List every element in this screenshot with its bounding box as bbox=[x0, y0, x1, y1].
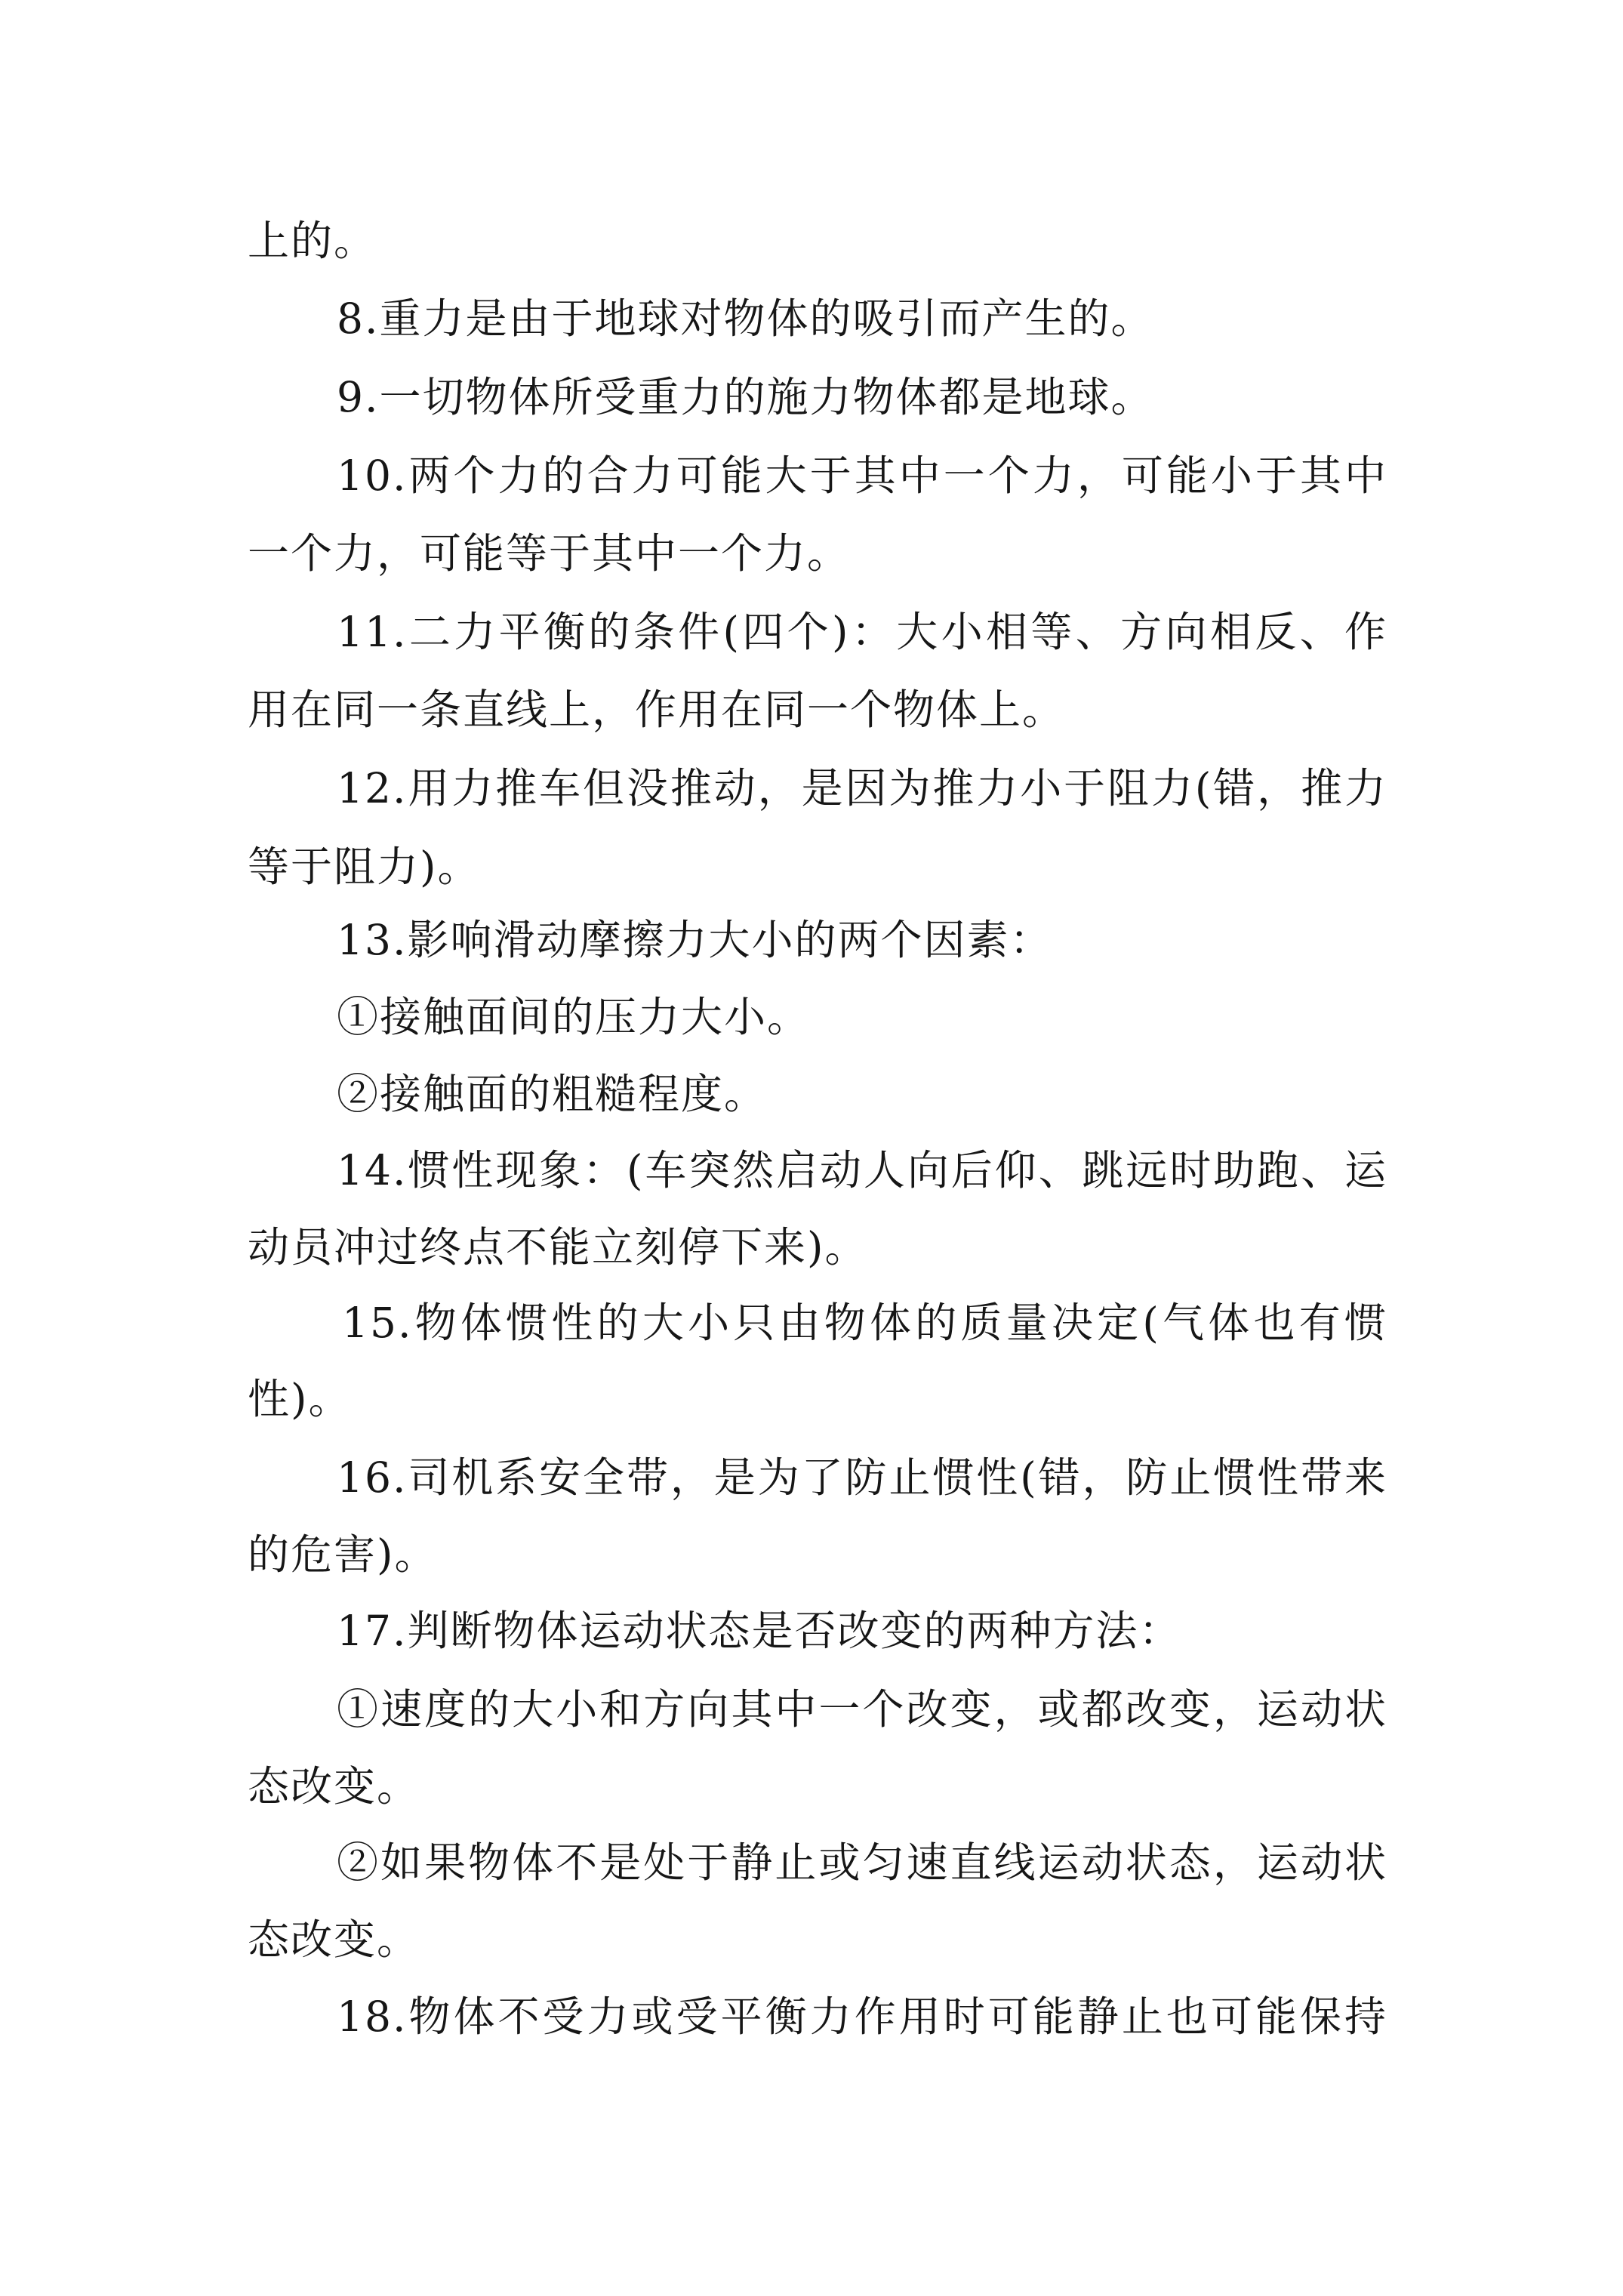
item-10-line-1: 10.两个力的合力可能大于其中一个力，可能小于其中 bbox=[337, 451, 1387, 500]
item-16-line-2: 的危害)。 bbox=[248, 1530, 438, 1579]
item-12-line-2: 等于阻力)。 bbox=[248, 843, 481, 891]
item-11-line-1: 11.二力平衡的条件(四个)：大小相等、方向相反、作 bbox=[337, 608, 1387, 656]
item-13-point-2: ②接触面的粗糙程度。 bbox=[337, 1070, 768, 1118]
item-9-line: 9.一切物体所受重力的施力物体都是地球。 bbox=[337, 373, 1154, 421]
item-17-point-2-line-1: ②如果物体不是处于静止或匀速直线运动状态，运动状 bbox=[337, 1838, 1387, 1887]
item-13-line: 13.影响滑动摩擦力大小的两个因素： bbox=[337, 916, 1053, 964]
item-13-point-1: ①接触面间的压力大小。 bbox=[337, 993, 811, 1041]
item-11-line-2: 用在同一条直线上，作用在同一个物体上。 bbox=[248, 686, 1066, 734]
item-16-line-1: 16.司机系安全带，是为了防止惯性(错，防止惯性带来 bbox=[337, 1453, 1387, 1502]
item-12-line-1: 12.用力推车但没推动，是因为推力小于阻力(错，推力 bbox=[337, 764, 1387, 812]
item-15-line-1: 15.物体惯性的大小只由物体的质量决定(气体也有惯 bbox=[342, 1299, 1387, 1347]
item-15-line-2: 性)。 bbox=[248, 1375, 352, 1423]
item-17-point-1-line-2: 态改变。 bbox=[248, 1762, 420, 1811]
item-17-point-1-line-1: ①速度的大小和方向其中一个改变，或都改变，运动状 bbox=[337, 1685, 1387, 1734]
item-14-line-1: 14.惯性现象：(车突然启动人向后仰、跳远时助跑、运 bbox=[337, 1146, 1387, 1194]
item-14-line-2: 动员冲过终点不能立刻停下来)。 bbox=[248, 1223, 868, 1271]
item-7-continuation-line: 上的。 bbox=[248, 217, 377, 265]
item-17-line: 17.判断物体运动状态是否改变的两种方法： bbox=[337, 1607, 1182, 1655]
item-8-line: 8.重力是由于地球对物体的吸引而产生的。 bbox=[337, 294, 1154, 343]
item-17-point-2-line-2: 态改变。 bbox=[248, 1915, 420, 1964]
item-18-line-1: 18.物体不受力或受平衡力作用时可能静止也可能保持 bbox=[337, 1992, 1387, 2041]
item-10-line-2: 一个力，可能等于其中一个力。 bbox=[248, 529, 851, 578]
